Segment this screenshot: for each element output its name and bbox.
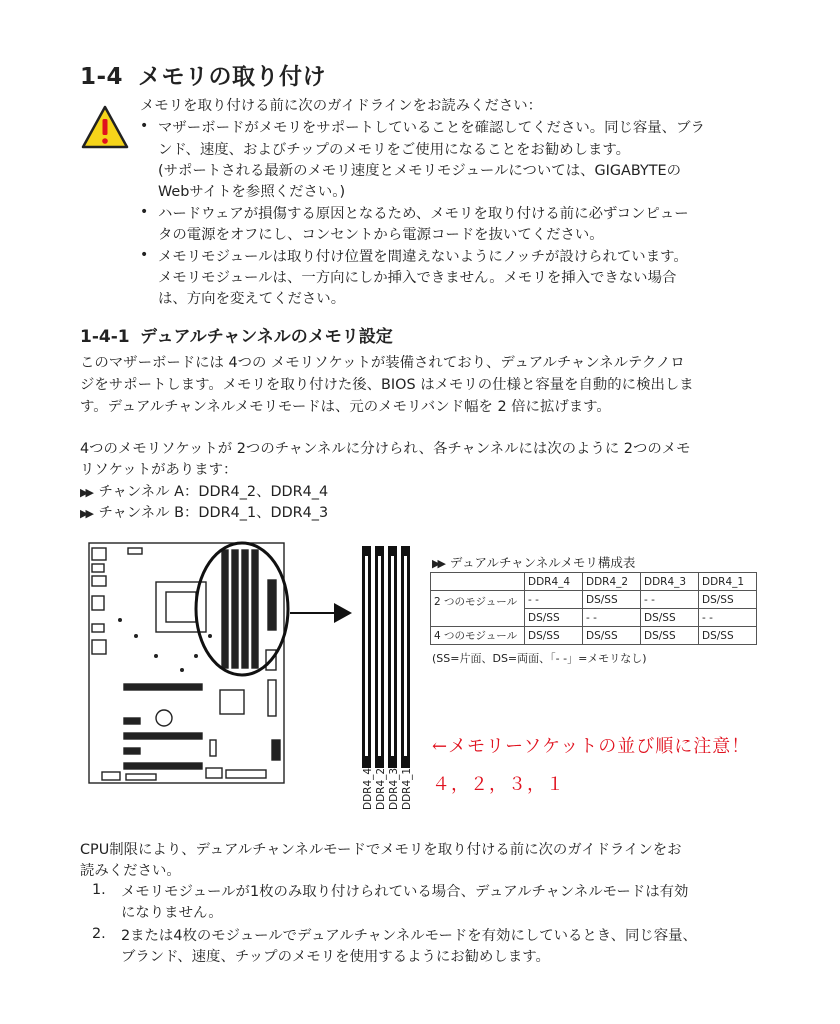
caution-line: (サポートされる最新のメモリ速度とメモリモジュールについては、GIGABYTEの bbox=[158, 163, 682, 179]
table-cell: DS/SS bbox=[525, 609, 583, 627]
annotation-note: ←メモリーソケットの並び順に注意！ bbox=[432, 736, 751, 757]
caution-line: は、方向を変えてください。 bbox=[158, 291, 346, 307]
subsection-title bbox=[80, 322, 393, 347]
slot-label: DDR4_4 bbox=[362, 767, 374, 810]
table-cell: DS/SS bbox=[583, 627, 641, 645]
section-title-text: メモリの取り付け bbox=[138, 64, 326, 90]
section-number: 1-4 bbox=[80, 64, 124, 90]
motherboard-diagram bbox=[86, 540, 296, 786]
table-cell: DS/SS bbox=[699, 627, 757, 645]
paragraph-line: 読みください。 bbox=[80, 863, 181, 879]
caution-line: タの電源をオフにし、コンセントから電源コードを抜いてください。 bbox=[158, 227, 604, 243]
channel-b: ▶▶ チャンネル B：DDR4_1、DDR4_3 bbox=[80, 505, 329, 521]
list-number: 1. bbox=[92, 882, 106, 898]
table-row bbox=[431, 591, 757, 609]
paragraph-line: このマザーボードには 4つの メモリソケットが装備されており、デュアルチャンネルテクノロ bbox=[80, 355, 685, 371]
memory-slots-diagram bbox=[358, 544, 414, 770]
double-arrow-icon: ▶▶ bbox=[80, 486, 91, 499]
caution-line: マザーボードがメモリをサポートしていることを確認してください。同じ容量、ブラ bbox=[158, 120, 705, 136]
slot-label: DDR4_2 bbox=[375, 767, 387, 810]
table-cell bbox=[431, 573, 525, 591]
table-row-label: 4 つのモジュール bbox=[431, 627, 525, 645]
table-cell: DS/SS bbox=[525, 627, 583, 645]
table-cell: DS/SS bbox=[699, 591, 757, 609]
caution-line: ハードウェアが損傷する原因となるため、メモリを取り付ける前に必ずコンピュー bbox=[158, 206, 689, 222]
caution-line: Webサイトを参照ください。) bbox=[158, 184, 346, 200]
table-cell: - - bbox=[641, 591, 699, 609]
table-row bbox=[431, 627, 757, 645]
paragraph-line: す。デュアルチャンネルメモリモードは、元のメモリバンド幅を 2 倍に拡げます。 bbox=[80, 399, 611, 415]
table-title: ▶▶ デュアルチャンネルメモリ構成表 bbox=[432, 555, 636, 570]
paragraph-line: 4つのメモリソケットが 2つのチャンネルに分けられ、各チャンネルには次のように 2つのメモ bbox=[80, 441, 691, 457]
warning-icon bbox=[80, 104, 130, 150]
arrow-right-icon bbox=[290, 598, 354, 628]
list-item-line: ブランド、速度、チップのメモリを使用するようにお勧めします。 bbox=[121, 949, 550, 965]
paragraph-line: CPU制限により、デュアルチャンネルモードでメモリを取り付ける前に次のガイドラインをお bbox=[80, 842, 682, 858]
list-item-line: メモリモジュールが1枚のみ取り付けられている場合、デュアルチャンネルモードは有効 bbox=[121, 884, 689, 900]
slot-label: DDR4_3 bbox=[388, 767, 400, 810]
annotation-order: ４，２，３，１ bbox=[432, 774, 565, 795]
table-header-cell: DDR4_3 bbox=[641, 573, 699, 591]
table-cell: - - bbox=[583, 609, 641, 627]
table-header-cell: DDR4_1 bbox=[699, 573, 757, 591]
table-cell: DS/SS bbox=[641, 627, 699, 645]
table-header-row bbox=[431, 573, 757, 591]
caution-line: メモリモジュールは、一方向にしか挿入できません。メモリを挿入できない場合 bbox=[158, 270, 677, 286]
double-arrow-icon: ▶▶ bbox=[80, 507, 91, 520]
list-number: 2. bbox=[92, 926, 106, 942]
table-row-label: 2 つのモジュール bbox=[431, 591, 525, 627]
caution-line: メモリモジュールは取り付け位置を間違えないようにノッチが設けられています。 bbox=[158, 249, 688, 265]
table-cell: DS/SS bbox=[641, 609, 699, 627]
paragraph-line: リソケットがあります： bbox=[80, 462, 238, 478]
table-header-cell: DDR4_4 bbox=[525, 573, 583, 591]
bullet-dot: • bbox=[140, 247, 149, 263]
slot-label: DDR4_1 bbox=[401, 767, 413, 810]
subsection-title-text: デュアルチャンネルのメモリ設定 bbox=[140, 327, 393, 347]
table-cell: DS/SS bbox=[583, 591, 641, 609]
caution-intro: メモリを取り付ける前に次のガイドラインをお読みください： bbox=[140, 98, 543, 114]
paragraph-line: ジをサポートします。メモリを取り付けた後、BIOS はメモリの仕様と容量を自動的に検出しま bbox=[80, 377, 694, 393]
bullet-dot: • bbox=[140, 204, 149, 220]
list-item-line: 2または4枚のモジュールでデュアルチャンネルモードを有効にしているとき、同じ容量、 bbox=[121, 928, 697, 944]
memory-config-table bbox=[430, 572, 757, 645]
caution-line: ンド、速度、およびチップのメモリをご使用になることをお勧めします。 bbox=[158, 142, 631, 158]
subsection-number: 1-4-1 bbox=[80, 327, 130, 347]
double-arrow-icon: ▶▶ bbox=[432, 557, 443, 570]
list-item-line: になりません。 bbox=[121, 905, 223, 921]
table-header-cell: DDR4_2 bbox=[583, 573, 641, 591]
table-cell: - - bbox=[525, 591, 583, 609]
table-legend: (SS=片面、DS=両面、「- -」=メモリなし) bbox=[432, 652, 647, 665]
bullet-dot: • bbox=[140, 118, 149, 134]
section-title bbox=[80, 58, 326, 91]
table-cell: - - bbox=[699, 609, 757, 627]
channel-a: ▶▶ チャンネル A：DDR4_2、DDR4_4 bbox=[80, 484, 329, 500]
